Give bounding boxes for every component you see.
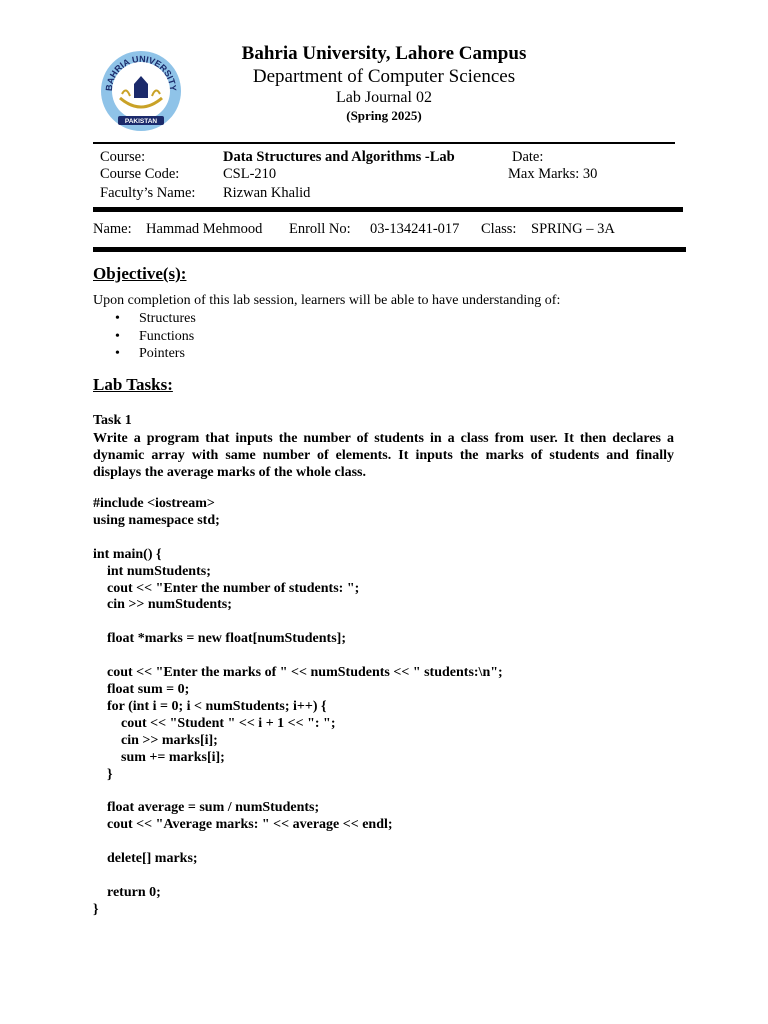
list-item: • Structures bbox=[115, 310, 196, 328]
objectives-title: Objective(s): bbox=[93, 264, 187, 283]
max-marks: Max Marks: 30 bbox=[508, 166, 598, 182]
journal-title: Lab Journal 02 bbox=[336, 89, 432, 106]
department-title: Department of Computer Sciences bbox=[252, 66, 516, 87]
list-item: • Pointers bbox=[115, 345, 196, 363]
list-item: • Functions bbox=[115, 328, 196, 346]
class-label: Class: bbox=[481, 221, 517, 237]
university-logo bbox=[100, 50, 182, 132]
course-code-label: Course Code: bbox=[100, 166, 180, 182]
logo-text-bottom: PAKISTAN bbox=[124, 118, 158, 125]
course-value: Data Structures and Algorithms -Lab bbox=[223, 149, 455, 165]
course-label: Course: bbox=[100, 149, 146, 165]
university-title: Bahria University, Lahore Campus bbox=[241, 43, 527, 64]
class-value: SPRING – 3A bbox=[531, 221, 615, 237]
name-label: Name: bbox=[93, 221, 132, 237]
name-value: Hammad Mehmood bbox=[146, 221, 263, 237]
info-divider bbox=[93, 207, 683, 212]
task1-title: Task 1 bbox=[93, 413, 132, 428]
task1-description: Write a program that inputs the number of students in a class from user. It then declares a dynamic array with same number of elements. It inputs the marks of students and finally displays the average marks of the whole class. bbox=[93, 431, 674, 480]
lab-tasks-title: Lab Tasks: bbox=[93, 375, 173, 394]
course-code-value: CSL-210 bbox=[223, 166, 277, 182]
header-divider bbox=[93, 142, 675, 144]
logo-text-top: BAHRIA UNIVERSITY bbox=[103, 53, 179, 92]
faculty-value: Rizwan Khalid bbox=[223, 185, 311, 201]
student-divider bbox=[93, 247, 686, 252]
semester-label: (Spring 2025) bbox=[346, 108, 422, 123]
date-label: Date: bbox=[512, 149, 544, 165]
objectives-intro: Upon completion of this lab session, learners will be able to have understanding of: bbox=[93, 293, 561, 308]
code-block: #include <iostream> using namespace std; int main() { int numStudents; cout << "Enter the number of students: "; cin >> numStudents; float *marks = new float[numStudents]; cout << "Enter the marks of " << numStudents << " students:\n"; float sum = 0; for (int i = 0; i < numStudents; i++) { cout << "Student " << i + 1 << ": "; cin >> marks[i]; sum += marks[i]; } float average = sum / numStudents; cout << "Average marks: " << average << endl; delete[] marks; return 0; } bbox=[93, 496, 503, 917]
objectives-list bbox=[115, 310, 196, 363]
faculty-label: Faculty’s Name: bbox=[100, 185, 196, 201]
enroll-label: Enroll No: bbox=[289, 221, 351, 237]
enroll-value: 03-134241-017 bbox=[370, 221, 460, 237]
